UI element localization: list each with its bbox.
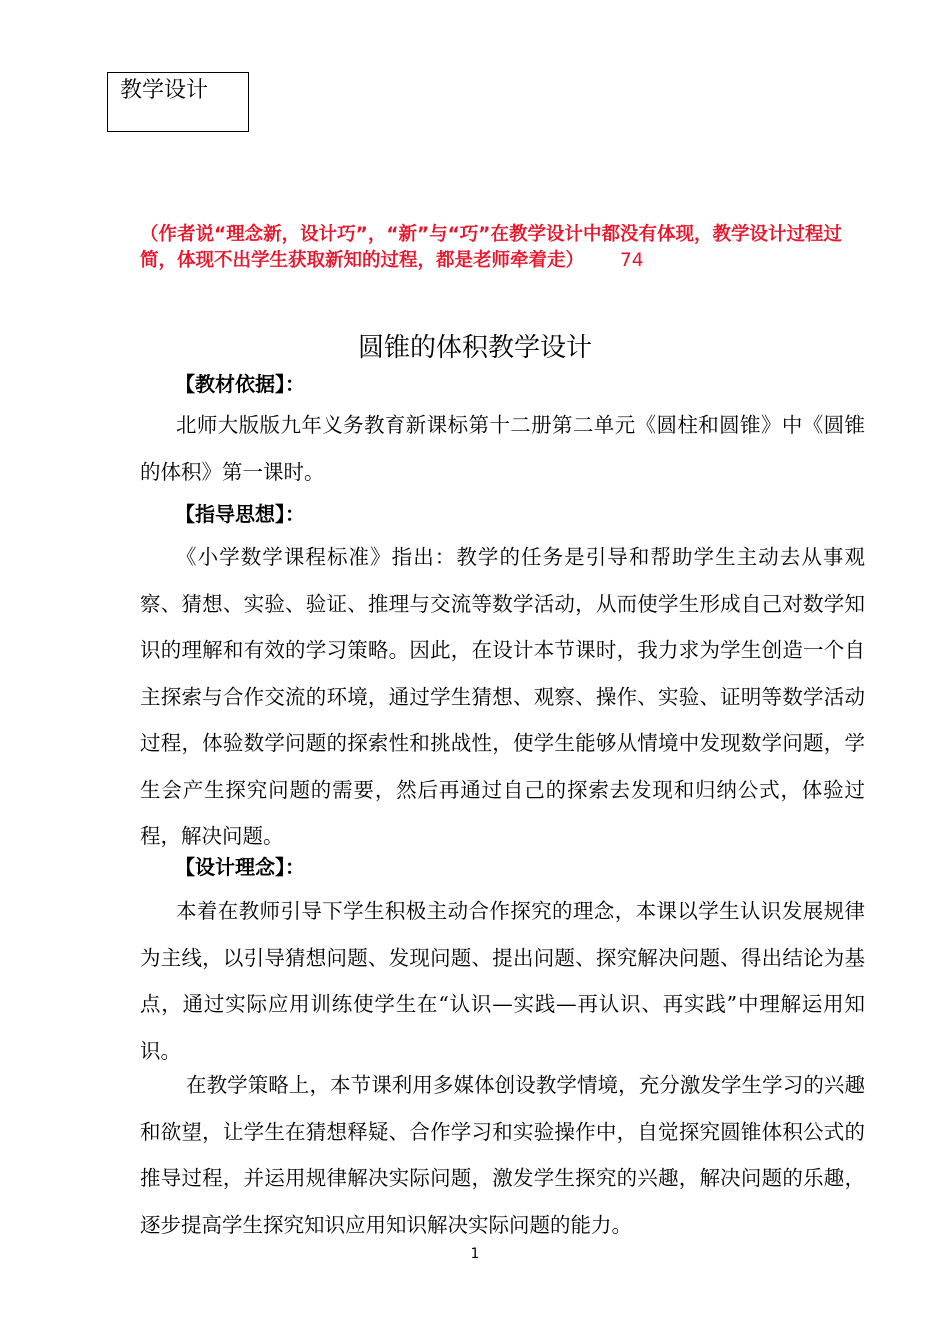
paragraph-teaching-strategy: 在教学策略上，本节课利用多媒体创设教学情境，充分激发学生学习的兴趣和欲望，让学生在猜想释疑、合作学习和实验操作中，自觉探究圆锥体积公式的推导过程，并运用规律解决实际问题，激发学生探究的兴趣，解决问题的乐趣，逐步提高学生探究知识应用知识解决实际问题的能力。 <box>140 1073 865 1237</box>
document-type-label: 教学设计 <box>107 72 249 132</box>
paragraph-textbook-basis: 北师大版版九年义务教育新课标第十二册第二单元《圆柱和圆锥》中《圆锥的体积》第一课时。 <box>140 413 865 484</box>
document-title: 圆锥的体积教学设计 <box>357 333 592 363</box>
page-number: 1 <box>470 1246 480 1262</box>
heading-guiding-thought: 【指导思想】： <box>175 502 305 526</box>
heading-design-concept: 【设计理念】： <box>175 855 305 879</box>
heading-textbook-basis: 【教材依据】： <box>175 372 305 396</box>
reviewer-comment <box>140 222 868 274</box>
paragraph-guiding-thought: 《小学数学课程标准》指出：教学的任务是引导和帮助学生主动去从事观察、猜想、实验、验证、推理与交流等数学活动，从而使学生形成自己对数学知识的理解和有效的学习策略。因此，在设计本节课时，我力求为学生创造一个自主探索与合作交流的环境，通过学生猜想、观察、操作、实验、证明等数学活动过程，体验数学问题的探索性和挑战性，使学生能够从情境中发现数学问题，学生会产生探究问题的需要，然后再通过自己的探索去发现和归纳公式，体验过程，解决问题。 <box>140 545 865 848</box>
reviewer-comment-text: （作者说“理念新，设计巧”，“新”与“巧”在教学设计中都没有体现，教学设计过程过简，体现不出学生获取新知的过程，都是老师牵着走） <box>140 224 842 271</box>
reviewer-comment-page-ref: 74 <box>620 250 644 271</box>
paragraph-design-concept: 本着在教师引导下学生积极主动合作探究的理念，本课以学生认识发展规律为主线，以引导猜想问题、发现问题、提出问题、探究解决问题、得出结论为基点，通过实际应用训练使学生在“认识—实践—再认识、再实践”中理解运用知识。 <box>140 899 865 1063</box>
